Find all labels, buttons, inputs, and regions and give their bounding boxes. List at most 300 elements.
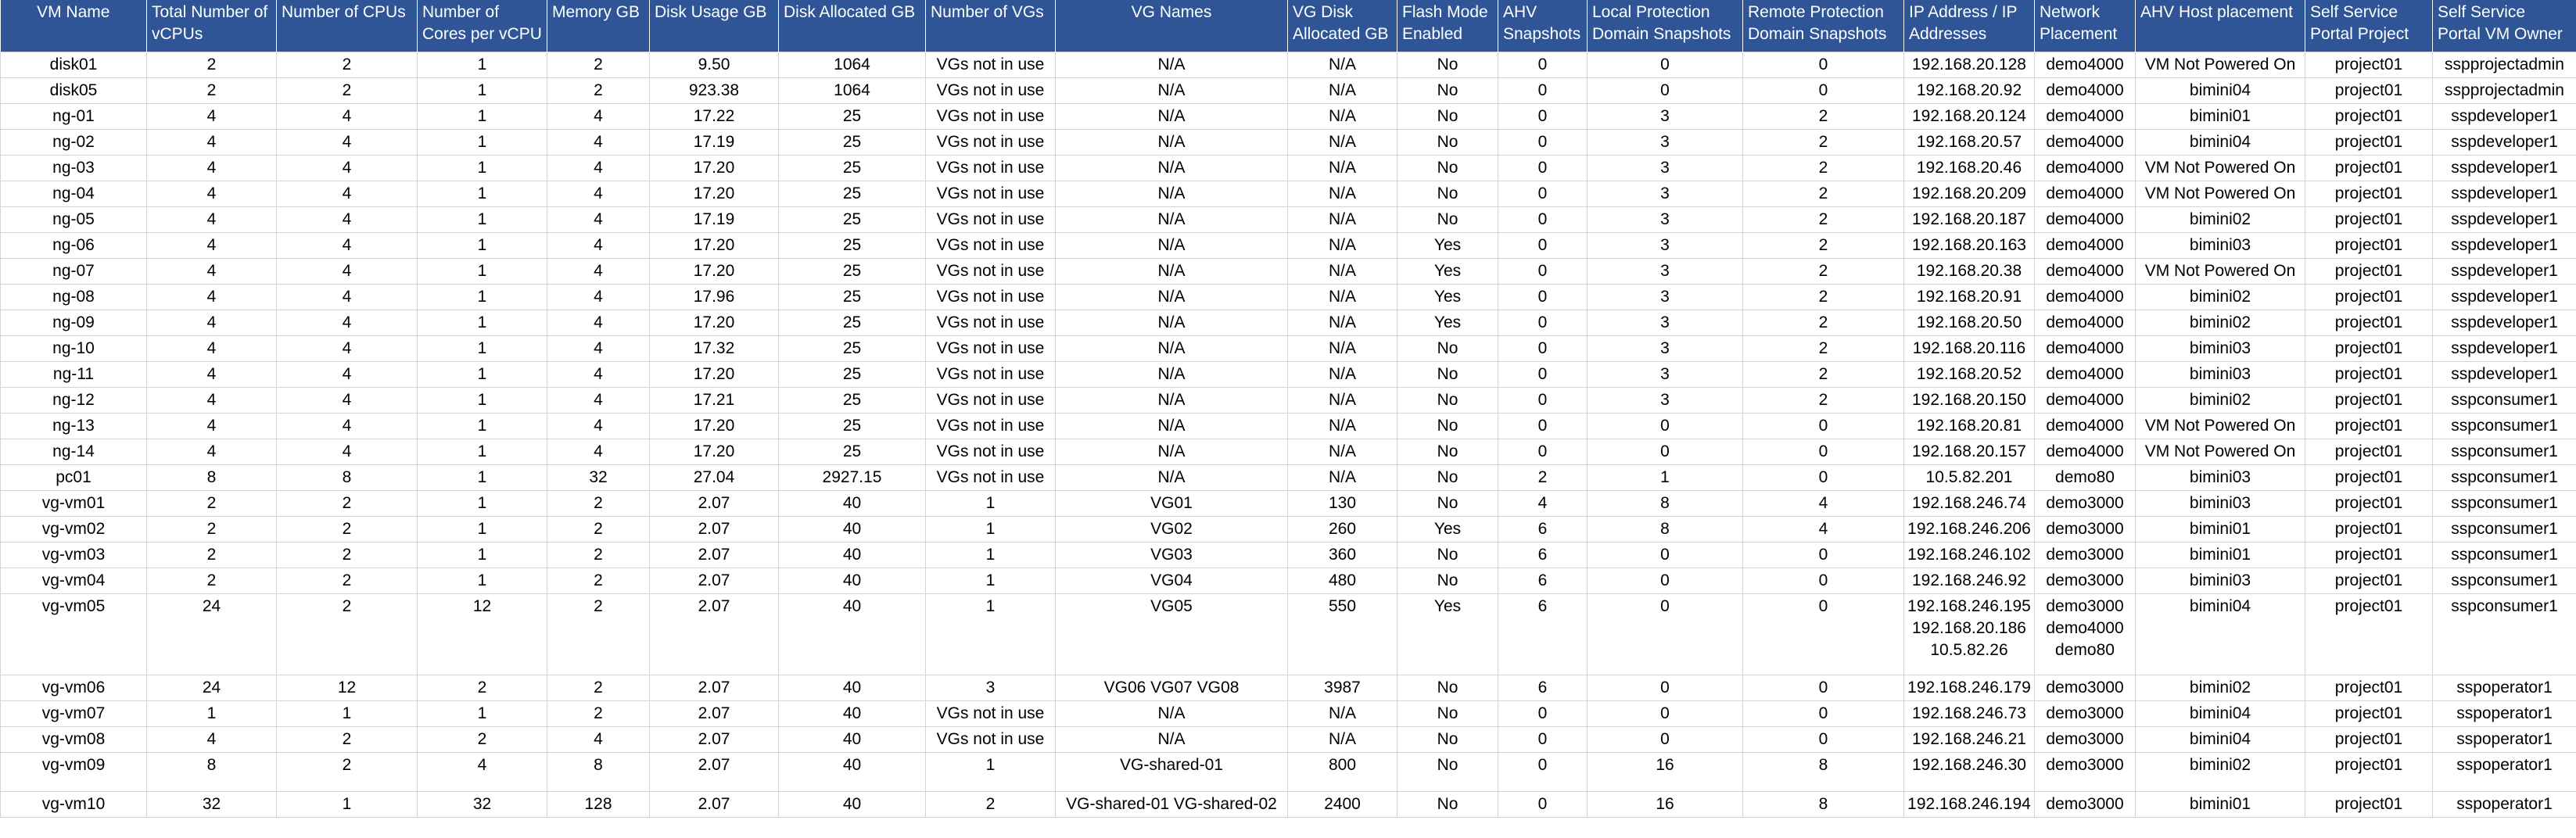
cell-num-vgs: VGs not in use bbox=[926, 258, 1056, 284]
table-row[interactable] bbox=[1, 464, 2576, 490]
cell-num-cpus: 1 bbox=[277, 700, 418, 726]
cell-flash-mode: No bbox=[1397, 129, 1498, 155]
cell-ip-addresses: 192.168.246.21 bbox=[1904, 726, 2035, 752]
cell-ip-addresses: 192.168.20.52 bbox=[1904, 361, 2035, 387]
col-header-disk-allocated-gb[interactable]: Disk Allocated GB bbox=[779, 0, 926, 52]
cell-flash-mode: Yes bbox=[1397, 593, 1498, 675]
table-row[interactable] bbox=[1, 593, 2576, 675]
cell-cores-per-vcpu: 1 bbox=[418, 52, 547, 77]
cell-memory-gb: 4 bbox=[547, 439, 650, 464]
cell-total-vcpus: 24 bbox=[147, 593, 277, 675]
cell-vg-names: VG05 bbox=[1056, 593, 1288, 675]
col-header-local-pd-snapshots[interactable]: Local Protection Domain Snapshots bbox=[1588, 0, 1743, 52]
cell-ahv-snapshots: 0 bbox=[1498, 284, 1588, 310]
cell-remote-pd-snapshots: 0 bbox=[1743, 542, 1904, 568]
cell-ssp-vm-owner: sspdeveloper1 bbox=[2433, 310, 2576, 335]
cell-ssp-project: project01 bbox=[2305, 791, 2433, 817]
cell-ahv-snapshots: 6 bbox=[1498, 516, 1588, 542]
cell-ssp-project: project01 bbox=[2305, 726, 2433, 752]
cell-memory-gb: 4 bbox=[547, 129, 650, 155]
cell-cores-per-vcpu: 4 bbox=[418, 752, 547, 791]
table-row[interactable] bbox=[1, 103, 2576, 129]
table-row[interactable] bbox=[1, 791, 2576, 817]
table-row[interactable] bbox=[1, 181, 2576, 206]
cell-total-vcpus: 4 bbox=[147, 129, 277, 155]
cell-ahv-host-placement: bimini02 bbox=[2136, 206, 2305, 232]
cell-remote-pd-snapshots: 2 bbox=[1743, 258, 1904, 284]
cell-ssp-project: project01 bbox=[2305, 77, 2433, 103]
cell-line: demo4000 bbox=[2046, 618, 2124, 637]
cell-num-vgs: VGs not in use bbox=[926, 77, 1056, 103]
cell-vg-names: N/A bbox=[1056, 232, 1288, 258]
cell-remote-pd-snapshots: 0 bbox=[1743, 52, 1904, 77]
cell-ahv-snapshots: 0 bbox=[1498, 726, 1588, 752]
cell-network-placement: demo4000 bbox=[2035, 413, 2136, 439]
cell-ssp-project: project01 bbox=[2305, 700, 2433, 726]
cell-network-placement: demo4000 bbox=[2035, 232, 2136, 258]
table-row[interactable] bbox=[1, 413, 2576, 439]
cell-network-placement: demo4000 bbox=[2035, 52, 2136, 77]
table-row[interactable] bbox=[1, 232, 2576, 258]
cell-ssp-project: project01 bbox=[2305, 258, 2433, 284]
cell-num-cpus: 4 bbox=[277, 155, 418, 181]
col-header-vg-disk-allocated[interactable]: VG Disk Allocated GB bbox=[1288, 0, 1397, 52]
cell-line: 10.5.82.26 bbox=[1930, 640, 2008, 659]
cell-ssp-vm-owner: sspconsumer1 bbox=[2433, 568, 2576, 593]
cell-remote-pd-snapshots: 2 bbox=[1743, 284, 1904, 310]
cell-network-placement: demo4000 bbox=[2035, 284, 2136, 310]
cell-vm-name: ng-13 bbox=[1, 413, 147, 439]
cell-vg-names: N/A bbox=[1056, 155, 1288, 181]
cell-memory-gb: 2 bbox=[547, 52, 650, 77]
table-row[interactable] bbox=[1, 726, 2576, 752]
cell-vg-names: VG04 bbox=[1056, 568, 1288, 593]
cell-memory-gb: 4 bbox=[547, 310, 650, 335]
cell-total-vcpus: 2 bbox=[147, 568, 277, 593]
cell-vg-names: N/A bbox=[1056, 726, 1288, 752]
cell-local-pd-snapshots: 3 bbox=[1588, 129, 1743, 155]
cell-local-pd-snapshots: 0 bbox=[1588, 77, 1743, 103]
cell-ip-addresses: 192.168.20.124 bbox=[1904, 103, 2035, 129]
cell-flash-mode: No bbox=[1397, 568, 1498, 593]
cell-memory-gb: 4 bbox=[547, 726, 650, 752]
table-row[interactable] bbox=[1, 700, 2576, 726]
cell-memory-gb: 2 bbox=[547, 568, 650, 593]
cell-vm-name: vg-vm01 bbox=[1, 490, 147, 516]
cell-num-vgs: VGs not in use bbox=[926, 284, 1056, 310]
cell-disk-usage-gb: 17.20 bbox=[650, 310, 779, 335]
cell-ahv-host-placement: bimini01 bbox=[2136, 103, 2305, 129]
cell-num-vgs: 1 bbox=[926, 516, 1056, 542]
cell-flash-mode: No bbox=[1397, 675, 1498, 700]
cell-local-pd-snapshots: 3 bbox=[1588, 284, 1743, 310]
cell-local-pd-snapshots: 3 bbox=[1588, 258, 1743, 284]
cell-local-pd-snapshots: 3 bbox=[1588, 310, 1743, 335]
cell-num-cpus: 4 bbox=[277, 387, 418, 413]
cell-network-placement: demo3000 bbox=[2035, 675, 2136, 700]
col-header-disk-usage-gb[interactable]: Disk Usage GB bbox=[650, 0, 779, 52]
cell-ssp-project: project01 bbox=[2305, 675, 2433, 700]
cell-ahv-snapshots: 0 bbox=[1498, 258, 1588, 284]
cell-ssp-project: project01 bbox=[2305, 490, 2433, 516]
cell-local-pd-snapshots: 0 bbox=[1588, 439, 1743, 464]
cell-disk-allocated-gb: 2927.15 bbox=[779, 464, 926, 490]
cell-flash-mode: No bbox=[1397, 77, 1498, 103]
cell-ahv-host-placement: bimini03 bbox=[2136, 464, 2305, 490]
cell-vm-name: disk01 bbox=[1, 52, 147, 77]
cell-ahv-host-placement: bimini02 bbox=[2136, 284, 2305, 310]
cell-disk-usage-gb: 2.07 bbox=[650, 490, 779, 516]
cell-vm-name: vg-vm09 bbox=[1, 752, 147, 791]
cell-disk-allocated-gb: 40 bbox=[779, 542, 926, 568]
table-row[interactable] bbox=[1, 568, 2576, 593]
col-header-vg-names[interactable]: VG Names bbox=[1056, 0, 1288, 52]
cell-ahv-snapshots: 0 bbox=[1498, 791, 1588, 817]
cell-ahv-snapshots: 6 bbox=[1498, 568, 1588, 593]
cell-vg-names: N/A bbox=[1056, 206, 1288, 232]
cell-network-placement: demo4000 bbox=[2035, 77, 2136, 103]
cell-num-cpus: 4 bbox=[277, 439, 418, 464]
table-body bbox=[1, 52, 2576, 817]
cell-network-placement: demo3000 bbox=[2035, 791, 2136, 817]
cell-ssp-project: project01 bbox=[2305, 752, 2433, 791]
cell-cores-per-vcpu: 12 bbox=[418, 593, 547, 675]
cell-cores-per-vcpu: 1 bbox=[418, 516, 547, 542]
cell-vg-names: VG01 bbox=[1056, 490, 1288, 516]
cell-disk-usage-gb: 17.20 bbox=[650, 258, 779, 284]
cell-total-vcpus: 4 bbox=[147, 439, 277, 464]
cell-ahv-snapshots: 6 bbox=[1498, 675, 1588, 700]
table-row[interactable] bbox=[1, 155, 2576, 181]
cell-disk-allocated-gb: 25 bbox=[779, 155, 926, 181]
cell-network-placement: demo4000 bbox=[2035, 181, 2136, 206]
cell-disk-usage-gb: 2.07 bbox=[650, 568, 779, 593]
cell-local-pd-snapshots: 0 bbox=[1588, 593, 1743, 675]
cell-vm-name: ng-10 bbox=[1, 335, 147, 361]
cell-total-vcpus: 4 bbox=[147, 413, 277, 439]
cell-ssp-project: project01 bbox=[2305, 542, 2433, 568]
cell-local-pd-snapshots: 0 bbox=[1588, 542, 1743, 568]
cell-total-vcpus: 4 bbox=[147, 361, 277, 387]
cell-num-vgs: VGs not in use bbox=[926, 413, 1056, 439]
cell-ip-addresses: 192.168.20.92 bbox=[1904, 77, 2035, 103]
cell-total-vcpus: 4 bbox=[147, 726, 277, 752]
cell-cores-per-vcpu: 1 bbox=[418, 103, 547, 129]
cell-flash-mode: No bbox=[1397, 464, 1498, 490]
cell-vg-disk-allocated: N/A bbox=[1288, 103, 1397, 129]
col-header-num-cpus[interactable]: Number of CPUs bbox=[277, 0, 418, 52]
cell-remote-pd-snapshots: 2 bbox=[1743, 129, 1904, 155]
cell-ahv-snapshots: 0 bbox=[1498, 361, 1588, 387]
cell-vg-names: N/A bbox=[1056, 77, 1288, 103]
cell-disk-allocated-gb: 25 bbox=[779, 310, 926, 335]
cell-cores-per-vcpu: 1 bbox=[418, 568, 547, 593]
cell-num-vgs: 3 bbox=[926, 675, 1056, 700]
cell-vm-name: ng-07 bbox=[1, 258, 147, 284]
cell-memory-gb: 4 bbox=[547, 361, 650, 387]
cell-disk-usage-gb: 17.20 bbox=[650, 181, 779, 206]
cell-memory-gb: 2 bbox=[547, 542, 650, 568]
cell-disk-allocated-gb: 25 bbox=[779, 284, 926, 310]
cell-vm-name: ng-03 bbox=[1, 155, 147, 181]
cell-ahv-host-placement: VM Not Powered On bbox=[2136, 52, 2305, 77]
cell-flash-mode: No bbox=[1397, 387, 1498, 413]
col-header-ahv-snapshots[interactable]: AHV Snapshots bbox=[1498, 0, 1588, 52]
cell-cores-per-vcpu: 1 bbox=[418, 439, 547, 464]
cell-num-vgs: 1 bbox=[926, 542, 1056, 568]
cell-network-placement: demo4000 bbox=[2035, 361, 2136, 387]
cell-line: 192.168.20.186 bbox=[1912, 618, 2026, 637]
cell-disk-usage-gb: 2.07 bbox=[650, 791, 779, 817]
cell-ssp-vm-owner: sspconsumer1 bbox=[2433, 413, 2576, 439]
cell-network-placement: demo3000 bbox=[2035, 700, 2136, 726]
cell-num-cpus: 4 bbox=[277, 361, 418, 387]
cell-disk-usage-gb: 17.20 bbox=[650, 361, 779, 387]
cell-disk-usage-gb: 9.50 bbox=[650, 52, 779, 77]
table-row[interactable] bbox=[1, 752, 2576, 791]
cell-vg-disk-allocated: N/A bbox=[1288, 439, 1397, 464]
cell-num-cpus: 4 bbox=[277, 284, 418, 310]
cell-cores-per-vcpu: 32 bbox=[418, 791, 547, 817]
cell-num-cpus: 8 bbox=[277, 464, 418, 490]
table-row[interactable] bbox=[1, 284, 2576, 310]
cell-disk-allocated-gb: 40 bbox=[779, 726, 926, 752]
cell-num-cpus: 12 bbox=[277, 675, 418, 700]
cell-num-vgs: 2 bbox=[926, 791, 1056, 817]
cell-remote-pd-snapshots: 2 bbox=[1743, 232, 1904, 258]
cell-disk-allocated-gb: 40 bbox=[779, 700, 926, 726]
cell-cores-per-vcpu: 1 bbox=[418, 387, 547, 413]
cell-vg-disk-allocated: 3987 bbox=[1288, 675, 1397, 700]
cell-ahv-snapshots: 0 bbox=[1498, 335, 1588, 361]
cell-ssp-vm-owner: sspoperator1 bbox=[2433, 726, 2576, 752]
cell-ssp-vm-owner: sspconsumer1 bbox=[2433, 387, 2576, 413]
cell-vg-disk-allocated: 260 bbox=[1288, 516, 1397, 542]
cell-ssp-vm-owner: sspoperator1 bbox=[2433, 791, 2576, 817]
table-row[interactable] bbox=[1, 387, 2576, 413]
cell-disk-usage-gb: 17.19 bbox=[650, 129, 779, 155]
cell-ahv-snapshots: 0 bbox=[1498, 206, 1588, 232]
cell-cores-per-vcpu: 1 bbox=[418, 413, 547, 439]
cell-ahv-snapshots: 0 bbox=[1498, 752, 1588, 791]
col-header-num-vgs[interactable]: Number of VGs bbox=[926, 0, 1056, 52]
cell-remote-pd-snapshots: 0 bbox=[1743, 77, 1904, 103]
cell-flash-mode: No bbox=[1397, 206, 1498, 232]
col-header-network-placement[interactable]: Network Placement bbox=[2035, 0, 2136, 52]
cell-disk-usage-gb: 17.96 bbox=[650, 284, 779, 310]
cell-num-cpus: 4 bbox=[277, 335, 418, 361]
cell-network-placement: demo4000 bbox=[2035, 258, 2136, 284]
cell-network-placement: demo4000 bbox=[2035, 155, 2136, 181]
cell-vg-disk-allocated: N/A bbox=[1288, 232, 1397, 258]
cell-remote-pd-snapshots: 8 bbox=[1743, 791, 1904, 817]
cell-num-vgs: VGs not in use bbox=[926, 155, 1056, 181]
cell-ip-addresses: 192.168.246.206 bbox=[1904, 516, 2035, 542]
cell-ahv-host-placement: bimini02 bbox=[2136, 675, 2305, 700]
table-row[interactable] bbox=[1, 490, 2576, 516]
cell-ahv-host-placement: bimini03 bbox=[2136, 568, 2305, 593]
cell-ip-addresses: 192.168.20.150 bbox=[1904, 387, 2035, 413]
cell-disk-usage-gb: 923.38 bbox=[650, 77, 779, 103]
table-row[interactable] bbox=[1, 258, 2576, 284]
cell-vg-names: N/A bbox=[1056, 181, 1288, 206]
col-header-ssp-vm-owner[interactable]: Self Service Portal VM Owner bbox=[2433, 0, 2576, 52]
cell-ssp-vm-owner: sspconsumer1 bbox=[2433, 542, 2576, 568]
cell-total-vcpus: 1 bbox=[147, 700, 277, 726]
cell-ssp-vm-owner: sspoperator1 bbox=[2433, 752, 2576, 791]
cell-ahv-snapshots: 0 bbox=[1498, 439, 1588, 464]
table-row[interactable] bbox=[1, 129, 2576, 155]
cell-vg-names: VG02 bbox=[1056, 516, 1288, 542]
cell-memory-gb: 4 bbox=[547, 206, 650, 232]
cell-flash-mode: Yes bbox=[1397, 258, 1498, 284]
cell-ahv-snapshots: 0 bbox=[1498, 129, 1588, 155]
cell-cores-per-vcpu: 1 bbox=[418, 490, 547, 516]
cell-ssp-vm-owner: sspdeveloper1 bbox=[2433, 181, 2576, 206]
cell-network-placement: demo3000 bbox=[2035, 516, 2136, 542]
cell-disk-usage-gb: 17.21 bbox=[650, 387, 779, 413]
cell-ahv-host-placement: VM Not Powered On bbox=[2136, 439, 2305, 464]
cell-vm-name: vg-vm04 bbox=[1, 568, 147, 593]
cell-num-vgs: 1 bbox=[926, 593, 1056, 675]
cell-memory-gb: 2 bbox=[547, 593, 650, 675]
col-header-cores-per-vcpu[interactable]: Number of Cores per vCPU bbox=[418, 0, 547, 52]
table-row[interactable] bbox=[1, 206, 2576, 232]
cell-vm-name: ng-01 bbox=[1, 103, 147, 129]
cell-memory-gb: 4 bbox=[547, 103, 650, 129]
cell-vm-name: vg-vm06 bbox=[1, 675, 147, 700]
cell-memory-gb: 32 bbox=[547, 464, 650, 490]
table-row[interactable] bbox=[1, 310, 2576, 335]
cell-ssp-vm-owner: sspconsumer1 bbox=[2433, 593, 2576, 675]
col-header-total-vcpus[interactable]: Total Number of vCPUs bbox=[147, 0, 277, 52]
table-row[interactable] bbox=[1, 52, 2576, 77]
cell-memory-gb: 2 bbox=[547, 675, 650, 700]
cell-vm-name: ng-05 bbox=[1, 206, 147, 232]
cell-disk-usage-gb: 17.32 bbox=[650, 335, 779, 361]
cell-ssp-vm-owner: sspconsumer1 bbox=[2433, 490, 2576, 516]
col-header-memory-gb[interactable]: Memory GB bbox=[547, 0, 650, 52]
cell-local-pd-snapshots: 3 bbox=[1588, 181, 1743, 206]
col-header-ahv-host-placement[interactable]: AHV Host placement bbox=[2136, 0, 2305, 52]
cell-disk-allocated-gb: 40 bbox=[779, 675, 926, 700]
cell-ip-addresses: 192.168.246.92 bbox=[1904, 568, 2035, 593]
cell-vg-disk-allocated: N/A bbox=[1288, 52, 1397, 77]
cell-total-vcpus: 4 bbox=[147, 258, 277, 284]
cell-vg-disk-allocated: N/A bbox=[1288, 700, 1397, 726]
cell-ssp-vm-owner: sspdeveloper1 bbox=[2433, 206, 2576, 232]
cell-ip-addresses: 10.5.82.201 bbox=[1904, 464, 2035, 490]
cell-ahv-snapshots: 0 bbox=[1498, 413, 1588, 439]
cell-ahv-host-placement: bimini04 bbox=[2136, 726, 2305, 752]
cell-ssp-project: project01 bbox=[2305, 568, 2433, 593]
cell-disk-usage-gb: 2.07 bbox=[650, 700, 779, 726]
table-row[interactable] bbox=[1, 675, 2576, 700]
cell-memory-gb: 4 bbox=[547, 155, 650, 181]
cell-disk-usage-gb: 2.07 bbox=[650, 752, 779, 791]
cell-ssp-vm-owner: sspdeveloper1 bbox=[2433, 129, 2576, 155]
cell-disk-allocated-gb: 40 bbox=[779, 791, 926, 817]
cell-ip-addresses: 192.168.20.116 bbox=[1904, 335, 2035, 361]
cell-remote-pd-snapshots: 4 bbox=[1743, 490, 1904, 516]
cell-vg-names: N/A bbox=[1056, 413, 1288, 439]
cell-ssp-project: project01 bbox=[2305, 593, 2433, 675]
cell-ahv-host-placement: bimini04 bbox=[2136, 593, 2305, 675]
cell-ssp-project: project01 bbox=[2305, 516, 2433, 542]
cell-cores-per-vcpu: 1 bbox=[418, 464, 547, 490]
cell-disk-usage-gb: 17.22 bbox=[650, 103, 779, 129]
cell-num-cpus: 2 bbox=[277, 568, 418, 593]
cell-vg-disk-allocated: N/A bbox=[1288, 726, 1397, 752]
table-row[interactable] bbox=[1, 439, 2576, 464]
cell-vg-disk-allocated: 480 bbox=[1288, 568, 1397, 593]
cell-vg-names: N/A bbox=[1056, 439, 1288, 464]
cell-num-cpus: 2 bbox=[277, 77, 418, 103]
cell-network-placement: demo4000 bbox=[2035, 335, 2136, 361]
cell-disk-allocated-gb: 25 bbox=[779, 129, 926, 155]
col-header-remote-pd-snapshots[interactable]: Remote Protection Domain Snapshots bbox=[1743, 0, 1904, 52]
cell-disk-allocated-gb: 40 bbox=[779, 593, 926, 675]
cell-ip-addresses: 192.168.20.81 bbox=[1904, 413, 2035, 439]
cell-memory-gb: 2 bbox=[547, 77, 650, 103]
cell-ssp-project: project01 bbox=[2305, 206, 2433, 232]
cell-cores-per-vcpu: 1 bbox=[418, 542, 547, 568]
table-row[interactable] bbox=[1, 77, 2576, 103]
cell-num-vgs: VGs not in use bbox=[926, 232, 1056, 258]
cell-total-vcpus: 2 bbox=[147, 52, 277, 77]
cell-ahv-host-placement: bimini03 bbox=[2136, 361, 2305, 387]
table-row[interactable] bbox=[1, 542, 2576, 568]
cell-local-pd-snapshots: 3 bbox=[1588, 361, 1743, 387]
cell-cores-per-vcpu: 1 bbox=[418, 155, 547, 181]
cell-flash-mode: No bbox=[1397, 542, 1498, 568]
cell-ssp-vm-owner: sspdeveloper1 bbox=[2433, 335, 2576, 361]
cell-network-placement: demo4000 bbox=[2035, 310, 2136, 335]
cell-num-cpus: 4 bbox=[277, 129, 418, 155]
cell-ssp-vm-owner: sspprojectadmin bbox=[2433, 52, 2576, 77]
table-row[interactable] bbox=[1, 516, 2576, 542]
cell-ssp-vm-owner: sspdeveloper1 bbox=[2433, 361, 2576, 387]
cell-ssp-vm-owner: sspdeveloper1 bbox=[2433, 284, 2576, 310]
cell-vg-names: N/A bbox=[1056, 52, 1288, 77]
cell-num-vgs: VGs not in use bbox=[926, 206, 1056, 232]
cell-ip-addresses: 192.168.20.163 bbox=[1904, 232, 2035, 258]
cell-ahv-snapshots: 0 bbox=[1498, 700, 1588, 726]
cell-remote-pd-snapshots: 0 bbox=[1743, 700, 1904, 726]
table-row[interactable] bbox=[1, 361, 2576, 387]
col-header-vm-name[interactable]: VM Name bbox=[1, 0, 147, 52]
col-header-flash-mode[interactable]: Flash Mode Enabled bbox=[1397, 0, 1498, 52]
cell-local-pd-snapshots: 8 bbox=[1588, 490, 1743, 516]
cell-ssp-project: project01 bbox=[2305, 232, 2433, 258]
cell-cores-per-vcpu: 1 bbox=[418, 700, 547, 726]
cell-ssp-project: project01 bbox=[2305, 103, 2433, 129]
cell-cores-per-vcpu: 1 bbox=[418, 129, 547, 155]
col-header-ip-addresses[interactable]: IP Address / IP Addresses bbox=[1904, 0, 2035, 52]
table-row[interactable] bbox=[1, 335, 2576, 361]
cell-local-pd-snapshots: 0 bbox=[1588, 726, 1743, 752]
cell-ssp-vm-owner: sspdeveloper1 bbox=[2433, 232, 2576, 258]
col-header-ssp-project[interactable]: Self Service Portal Project bbox=[2305, 0, 2433, 52]
cell-flash-mode: No bbox=[1397, 103, 1498, 129]
cell-disk-allocated-gb: 25 bbox=[779, 206, 926, 232]
cell-flash-mode: Yes bbox=[1397, 310, 1498, 335]
cell-remote-pd-snapshots: 2 bbox=[1743, 335, 1904, 361]
cell-ip-addresses: 192.168.20.50 bbox=[1904, 310, 2035, 335]
cell-vg-disk-allocated: N/A bbox=[1288, 361, 1397, 387]
cell-disk-usage-gb: 27.04 bbox=[650, 464, 779, 490]
cell-vg-names: N/A bbox=[1056, 310, 1288, 335]
